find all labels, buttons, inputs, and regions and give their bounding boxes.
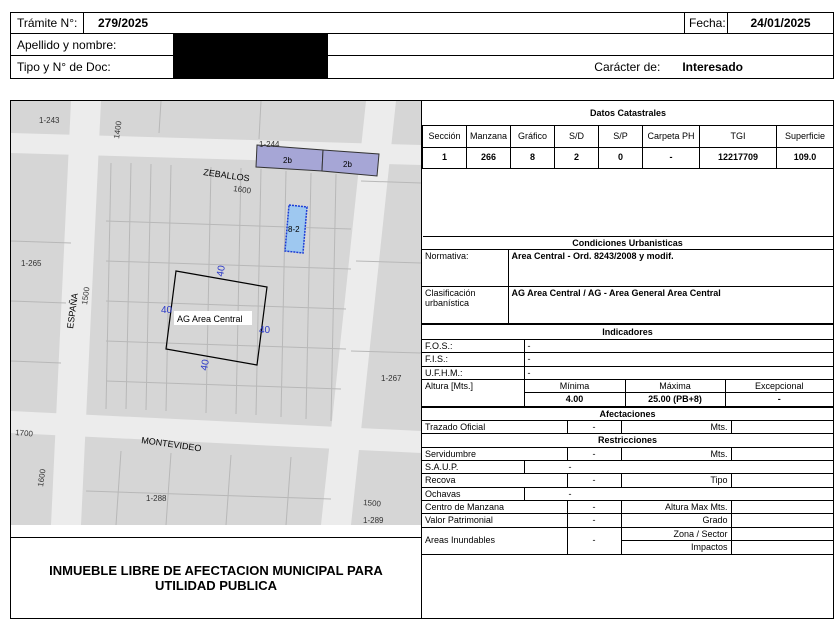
tramite-value [83, 12, 685, 34]
num-1600-top: 1600 [232, 184, 252, 196]
trazado-blank [731, 421, 833, 434]
apellido-redacted [173, 33, 328, 56]
cat-h-superficie: Superficie [777, 125, 834, 147]
clasif-value: AG Area Central / AG - Area General Area Central [508, 287, 833, 324]
centro-altura: Altura Max Mts. [621, 501, 731, 514]
valor-value: - [567, 514, 621, 527]
normativa-label: Normativa: [422, 250, 508, 287]
dim-left: 40 [161, 305, 173, 316]
apellido-label [10, 33, 174, 56]
num-1-243: 1-243 [39, 116, 60, 125]
cadastral-map[interactable] [11, 101, 421, 525]
street-label-zeballos: ZEBALLOS [202, 167, 251, 184]
cat-v-seccion: 1 [423, 147, 467, 168]
cat-v-tgi: 12217709 [700, 147, 777, 168]
indicadores-table [422, 324, 833, 407]
afectaciones-title: Afectaciones [422, 407, 833, 420]
valor-label: Valor Patrimonial [422, 514, 567, 527]
altura-label: Altura [Mts.] [422, 380, 524, 407]
num-1700: 1700 [14, 428, 34, 439]
restricciones-table [422, 407, 833, 555]
num-1-288: 1-288 [146, 494, 167, 503]
dim-bottom: 40 [199, 358, 212, 372]
recova-blank [731, 474, 833, 487]
caption-text: INMUEBLE LIBRE DE AFECTACION MUNICIPAL PARA UTILIDAD PUBLICA [49, 563, 383, 593]
tipo-doc-label [10, 55, 174, 79]
cat-v-sp: 0 [599, 147, 643, 168]
cat-v-superficie: 109.0 [777, 147, 834, 168]
excep-label: Excepcional [725, 380, 833, 393]
num-1-289: 1-289 [363, 516, 384, 525]
maxima-value: 25.00 (PB+8) [625, 393, 725, 406]
num-1400: 1400 [112, 120, 124, 140]
maxima-label: Máxima [625, 380, 725, 393]
num-1-265: 1-265 [21, 259, 42, 268]
fecha-value-text: 24/01/2025 [750, 16, 811, 30]
centro-value: - [567, 501, 621, 514]
parcel-8-2-label: 8-2 [288, 225, 300, 234]
areas-label: Areas Inundables [422, 527, 567, 554]
cat-v-grafico: 8 [511, 147, 555, 168]
servidumbre-mts: Mts. [621, 447, 731, 460]
trazado-value: - [567, 421, 621, 434]
trazado-mts: Mts. [621, 421, 731, 434]
fos-value: - [524, 340, 833, 353]
cat-v-sd: 2 [555, 147, 599, 168]
areas-impactos: Impactos [621, 541, 731, 554]
tramite-label [10, 12, 84, 34]
condiciones-title: Condiciones Urbanisticas [422, 237, 833, 250]
ochavas-value: - [524, 487, 833, 500]
tipo-doc-redacted [173, 55, 328, 79]
apellido-label-text: Apellido y nombre: [17, 37, 117, 52]
restricciones-title: Restricciones [422, 434, 833, 447]
valor-blank [731, 514, 833, 527]
excep-value: - [725, 393, 833, 406]
normativa-value: Area Central - Ord. 8243/2008 y modif. [508, 250, 833, 287]
fecha-label-text: Fecha: [689, 16, 726, 30]
parcel-2b-right-label: 2b [343, 160, 352, 169]
indicadores-title: Indicadores [422, 325, 833, 340]
ufhm-label: U.F.H.M.: [422, 366, 524, 379]
cat-h-seccion: Sección [423, 125, 467, 147]
catastral-title: Datos Catastrales [423, 101, 834, 125]
map-svg [11, 101, 421, 525]
minima-value: 4.00 [524, 393, 625, 406]
fecha-label [684, 12, 728, 34]
num-1500-bottom: 1500 [362, 498, 382, 509]
centro-blank [731, 501, 833, 514]
clasif-label-2: urbanística [425, 298, 470, 309]
cat-h-sd: S/D [555, 125, 599, 147]
saup-value: - [524, 461, 833, 474]
cat-h-carpeta: Carpeta PH [643, 125, 700, 147]
cat-h-grafico: Gráfico [511, 125, 555, 147]
trazado-label: Trazado Oficial [422, 421, 567, 434]
servidumbre-label: Servidumbre [422, 447, 567, 460]
clasif-label-1: Clasificación [425, 288, 476, 298]
parcel-2b-left-label: 2b [283, 156, 292, 165]
recova-label: Recova [422, 474, 567, 487]
condiciones-table [422, 237, 833, 325]
servidumbre-value: - [567, 447, 621, 460]
dim-top: 40 [215, 264, 228, 278]
recova-value: - [567, 474, 621, 487]
num-1-267: 1-267 [381, 374, 402, 383]
caracter-cell [327, 55, 834, 79]
catastral-table [422, 101, 834, 237]
recova-tipo: Tipo [621, 474, 731, 487]
apellido-blank [327, 33, 834, 56]
cat-v-carpeta: - [643, 147, 700, 168]
street-label-montevideo: MONTEVIDEO [140, 435, 203, 454]
cat-h-manzana: Manzana [467, 125, 511, 147]
num-1600-bottom: 1600 [36, 468, 48, 488]
tipo-doc-label-text: Tipo y N° de Doc: [17, 60, 111, 74]
minima-label: Mínima [524, 380, 625, 393]
info-panel [421, 100, 834, 619]
area-label: AG Area Central [177, 314, 243, 324]
num-1500-left: 1500 [80, 286, 92, 306]
areas-value: - [567, 527, 621, 554]
tramite-value-text: 279/2025 [98, 16, 149, 30]
cat-v-manzana: 266 [467, 147, 511, 168]
caracter-label: Carácter de: [594, 60, 661, 74]
centro-label: Centro de Manzana [422, 501, 567, 514]
caption [11, 537, 421, 618]
map-panel [10, 100, 422, 619]
cat-h-tgi: TGI [700, 125, 777, 147]
tramite-label-text: Trámite N°: [17, 16, 78, 30]
fis-label: F.I.S.: [422, 353, 524, 366]
cat-h-sp: S/P [599, 125, 643, 147]
areas-zona: Zona / Sector [621, 527, 731, 540]
areas-impactos-blank [731, 541, 833, 554]
clasif-label [422, 287, 508, 324]
catastral-blank [423, 168, 834, 236]
fecha-value [727, 12, 834, 34]
ufhm-value: - [524, 366, 833, 379]
street-label-espana: ESPAÑA [65, 292, 80, 330]
caracter-value: Interesado [682, 60, 743, 74]
areas-zona-blank [731, 527, 833, 540]
fos-label: F.O.S.: [422, 340, 524, 353]
valor-grado: Grado [621, 514, 731, 527]
servidumbre-blank [731, 447, 833, 460]
num-1-244: 1-244 [259, 140, 280, 149]
saup-label: S.A.U.P. [422, 461, 524, 474]
ochavas-label: Ochavas [422, 487, 524, 500]
fis-value: - [524, 353, 833, 366]
dim-right: 40 [259, 325, 271, 336]
